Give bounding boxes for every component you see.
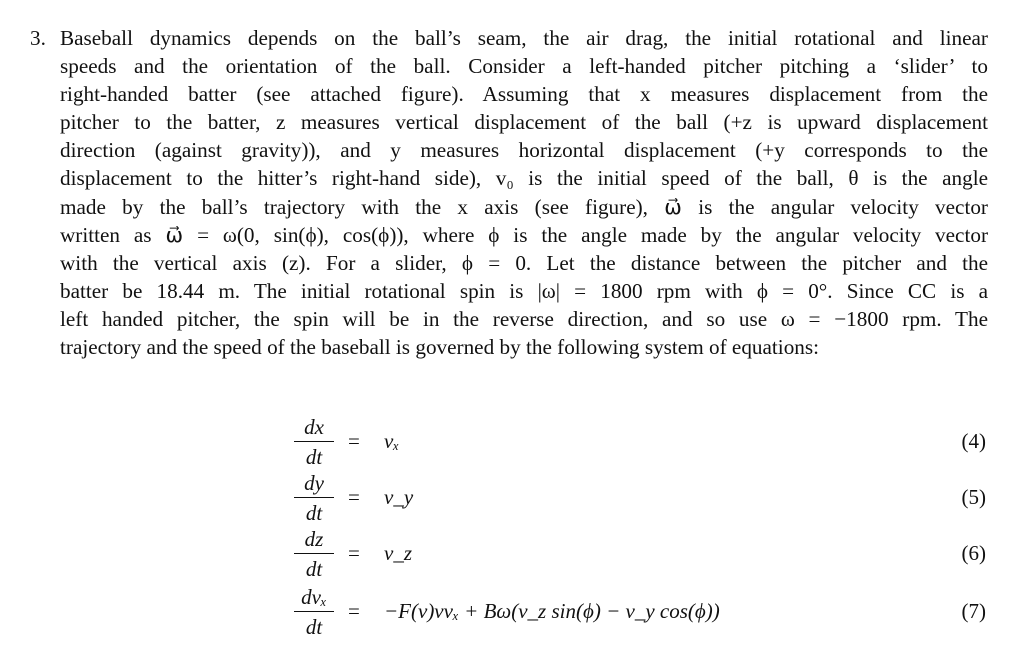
equation-rhs: vₓ: [384, 429, 400, 453]
fraction-numerator: dy: [304, 471, 324, 495]
fraction-numerator: dz: [304, 527, 324, 551]
paragraph-line: trajectory and the speed of the baseball is governed by the following system of equations:: [60, 335, 820, 360]
fraction-denominator: dt: [305, 557, 323, 581]
derivative-fraction: [294, 414, 334, 470]
problem-number: 3.: [30, 26, 46, 50]
equals-sign: =: [348, 485, 360, 509]
equation-number: (6): [961, 541, 986, 565]
derivative-fraction: [294, 470, 334, 526]
paragraph-line: right-handed batter (see attached figure). Assuming that x measures displacement from the: [60, 82, 988, 107]
derivative-fraction: [294, 584, 334, 640]
equation-rhs: v_z: [384, 541, 412, 565]
equals-sign: =: [348, 599, 360, 623]
problem-statement: [30, 24, 988, 361]
fraction-numerator: dx: [304, 415, 324, 439]
fraction-bar: [294, 497, 334, 498]
problem-paragraph: [60, 24, 988, 361]
equation-rhs: −F(v)vvₓ + Bω(v_z sin(ϕ) − v_y cos(ϕ)): [384, 599, 720, 623]
equation-rhs: v_y: [384, 485, 414, 509]
paragraph-line: made by the ball’s trajectory with the x axis (see figure), ω⃗ is the angular velocity vector: [60, 194, 988, 219]
fraction-denominator: dt: [305, 615, 323, 639]
equation-7: [0, 584, 1024, 640]
equals-sign: =: [348, 541, 360, 565]
equation-6: [0, 526, 1024, 582]
paragraph-line: pitcher to the batter, z measures vertical displacement of the ball (+z is upward displacement: [60, 110, 988, 135]
paragraph-line: written as ω⃗ = ω(0, sin(ϕ), cos(ϕ)), where ϕ is the angle made by the angular velocity vector: [60, 222, 988, 247]
paragraph-line: with the vertical axis (z). For a slider, ϕ = 0. Let the distance between the pitcher and the: [60, 250, 988, 275]
equation-number: (5): [961, 485, 986, 509]
paragraph-line: Baseball dynamics depends on the ball’s seam, the air drag, the initial rotational and linear: [60, 26, 988, 50]
equation-5: [0, 470, 1024, 526]
fraction-denominator: dt: [305, 445, 323, 469]
paragraph-line: displacement to the hitter’s right-hand side), v₀ is the initial speed of the ball, θ is the angle: [60, 166, 988, 191]
equation-number: (4): [961, 429, 986, 453]
fraction-bar: [294, 553, 334, 554]
paragraph-line: direction (against gravity)), and y measures horizontal displacement (+y corresponds to the: [60, 138, 988, 163]
derivative-fraction: [294, 526, 334, 582]
equation-4: [0, 414, 1024, 470]
equals-sign: =: [348, 429, 360, 453]
paragraph-line: speeds and the orientation of the ball. Consider a left-handed pitcher pitching a ‘slider’ to: [60, 54, 988, 79]
paragraph-line: left handed pitcher, the spin will be in the reverse direction, and so use ω = −1800 rpm. The: [60, 306, 988, 331]
fraction-bar: [294, 441, 334, 442]
fraction-bar: [294, 611, 334, 612]
fraction-numerator: dvₓ: [301, 585, 327, 609]
equation-number: (7): [961, 599, 986, 623]
fraction-denominator: dt: [305, 501, 323, 525]
paragraph-line: batter be 18.44 m. The initial rotational spin is |ω| = 1800 rpm with ϕ = 0°. Since CC is a: [60, 278, 988, 303]
